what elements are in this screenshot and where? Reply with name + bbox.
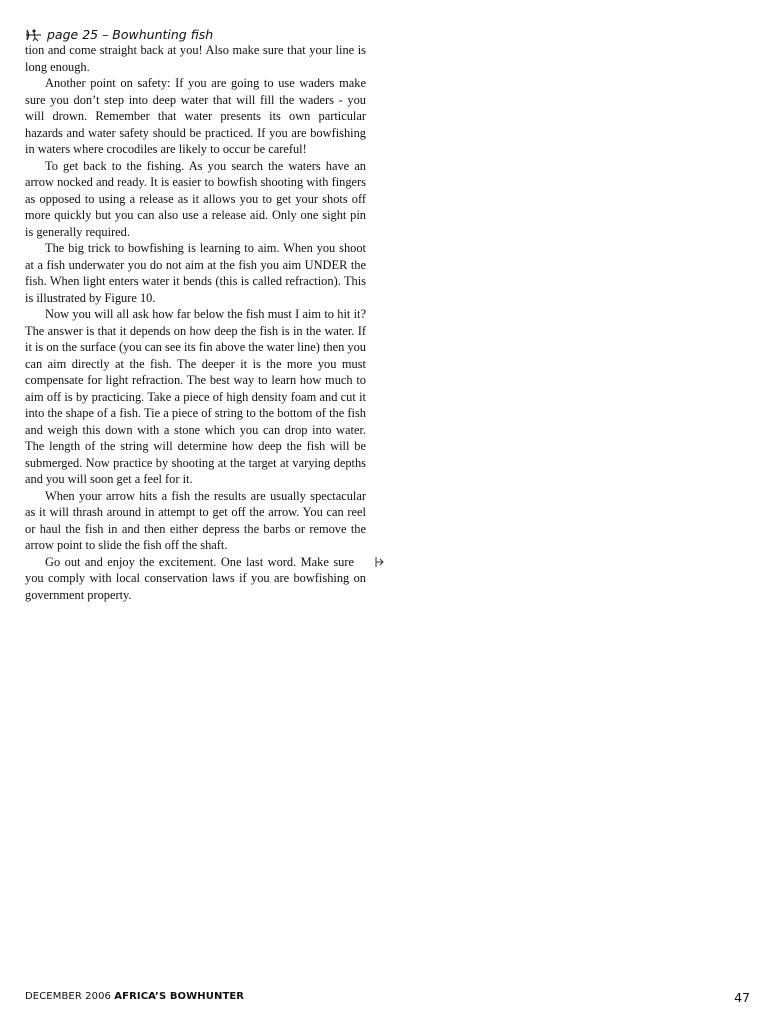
paragraph-1: tion and come straight back at you! Also make sure that your line is long enough. (25, 43, 366, 74)
footer-magazine-name: AFRICA’S BOWHUNTER (114, 991, 245, 1002)
continuation-header (25, 27, 213, 42)
paragraph-5: Now you will all ask how far below the fish must I aim to hit it? The answer is that it depends on how deep the fish is in the water. If it is on the surface (you can see its fin above the water line) then you can aim directly at the fish. The deeper it is the more you must compensate for light refraction. The best way to learn how much to aim off is by practicing. Take a piece of high density foam and cut it into the shape of a fish. Tie a piece of string to the bottom of the fish and weigh this down with a stone which you can drop into water. The length of the string will determine how deep the fish will be submerged. Now practice by shooting at the target at varying depths and you will soon get a feel for it. (25, 307, 366, 486)
end-of-article-icon (354, 556, 366, 568)
footer-date: DECEMBER 2006 (25, 991, 112, 1002)
paragraph-6: When your arrow hits a fish the results are usually spectacular as it will thrash around in attempt to get off the arrow. You can reel or haul the fish in and then either depress the barbs or remove the arrow point to slide the fish off the shaft. (25, 488, 366, 552)
paragraph-7 (25, 554, 366, 604)
footer-issue (25, 991, 244, 1002)
archer-icon (25, 28, 43, 42)
paragraph-7-text: Go out and enjoy the excitement. One last word. Make sure you comply with local conservation laws if you are bowfishing on government property. (25, 554, 366, 602)
article-column (25, 42, 366, 603)
paragraph-4: The big trick to bowfishing is learning to aim. When you shoot at a fish underwater you do not aim at the fish you aim UNDER the fish. When light enters water it bends (this is called refraction). This is illustrated by Figure 10. (25, 241, 366, 305)
paragraph-2: Another point on safety: If you are going to use waders make sure you don’t step into deep water that will fill the waders - you will drown. Remember that water presents its own particular hazards and water safety should be practiced. If you are bowfishing in waters where crocodiles are likely to occur be careful! (25, 76, 366, 156)
page-number: 47 (734, 990, 750, 1005)
continuation-text: page 25 – Bowhunting fish (47, 27, 214, 42)
paragraph-3: To get back to the fishing. As you search the waters have an arrow nocked and ready. It is easier to bowfish shooting with fingers as opposed to using a release as it allows you to get your shots off more quickly but you can also use a release aid. Only one sight pin is generally required. (25, 158, 366, 239)
